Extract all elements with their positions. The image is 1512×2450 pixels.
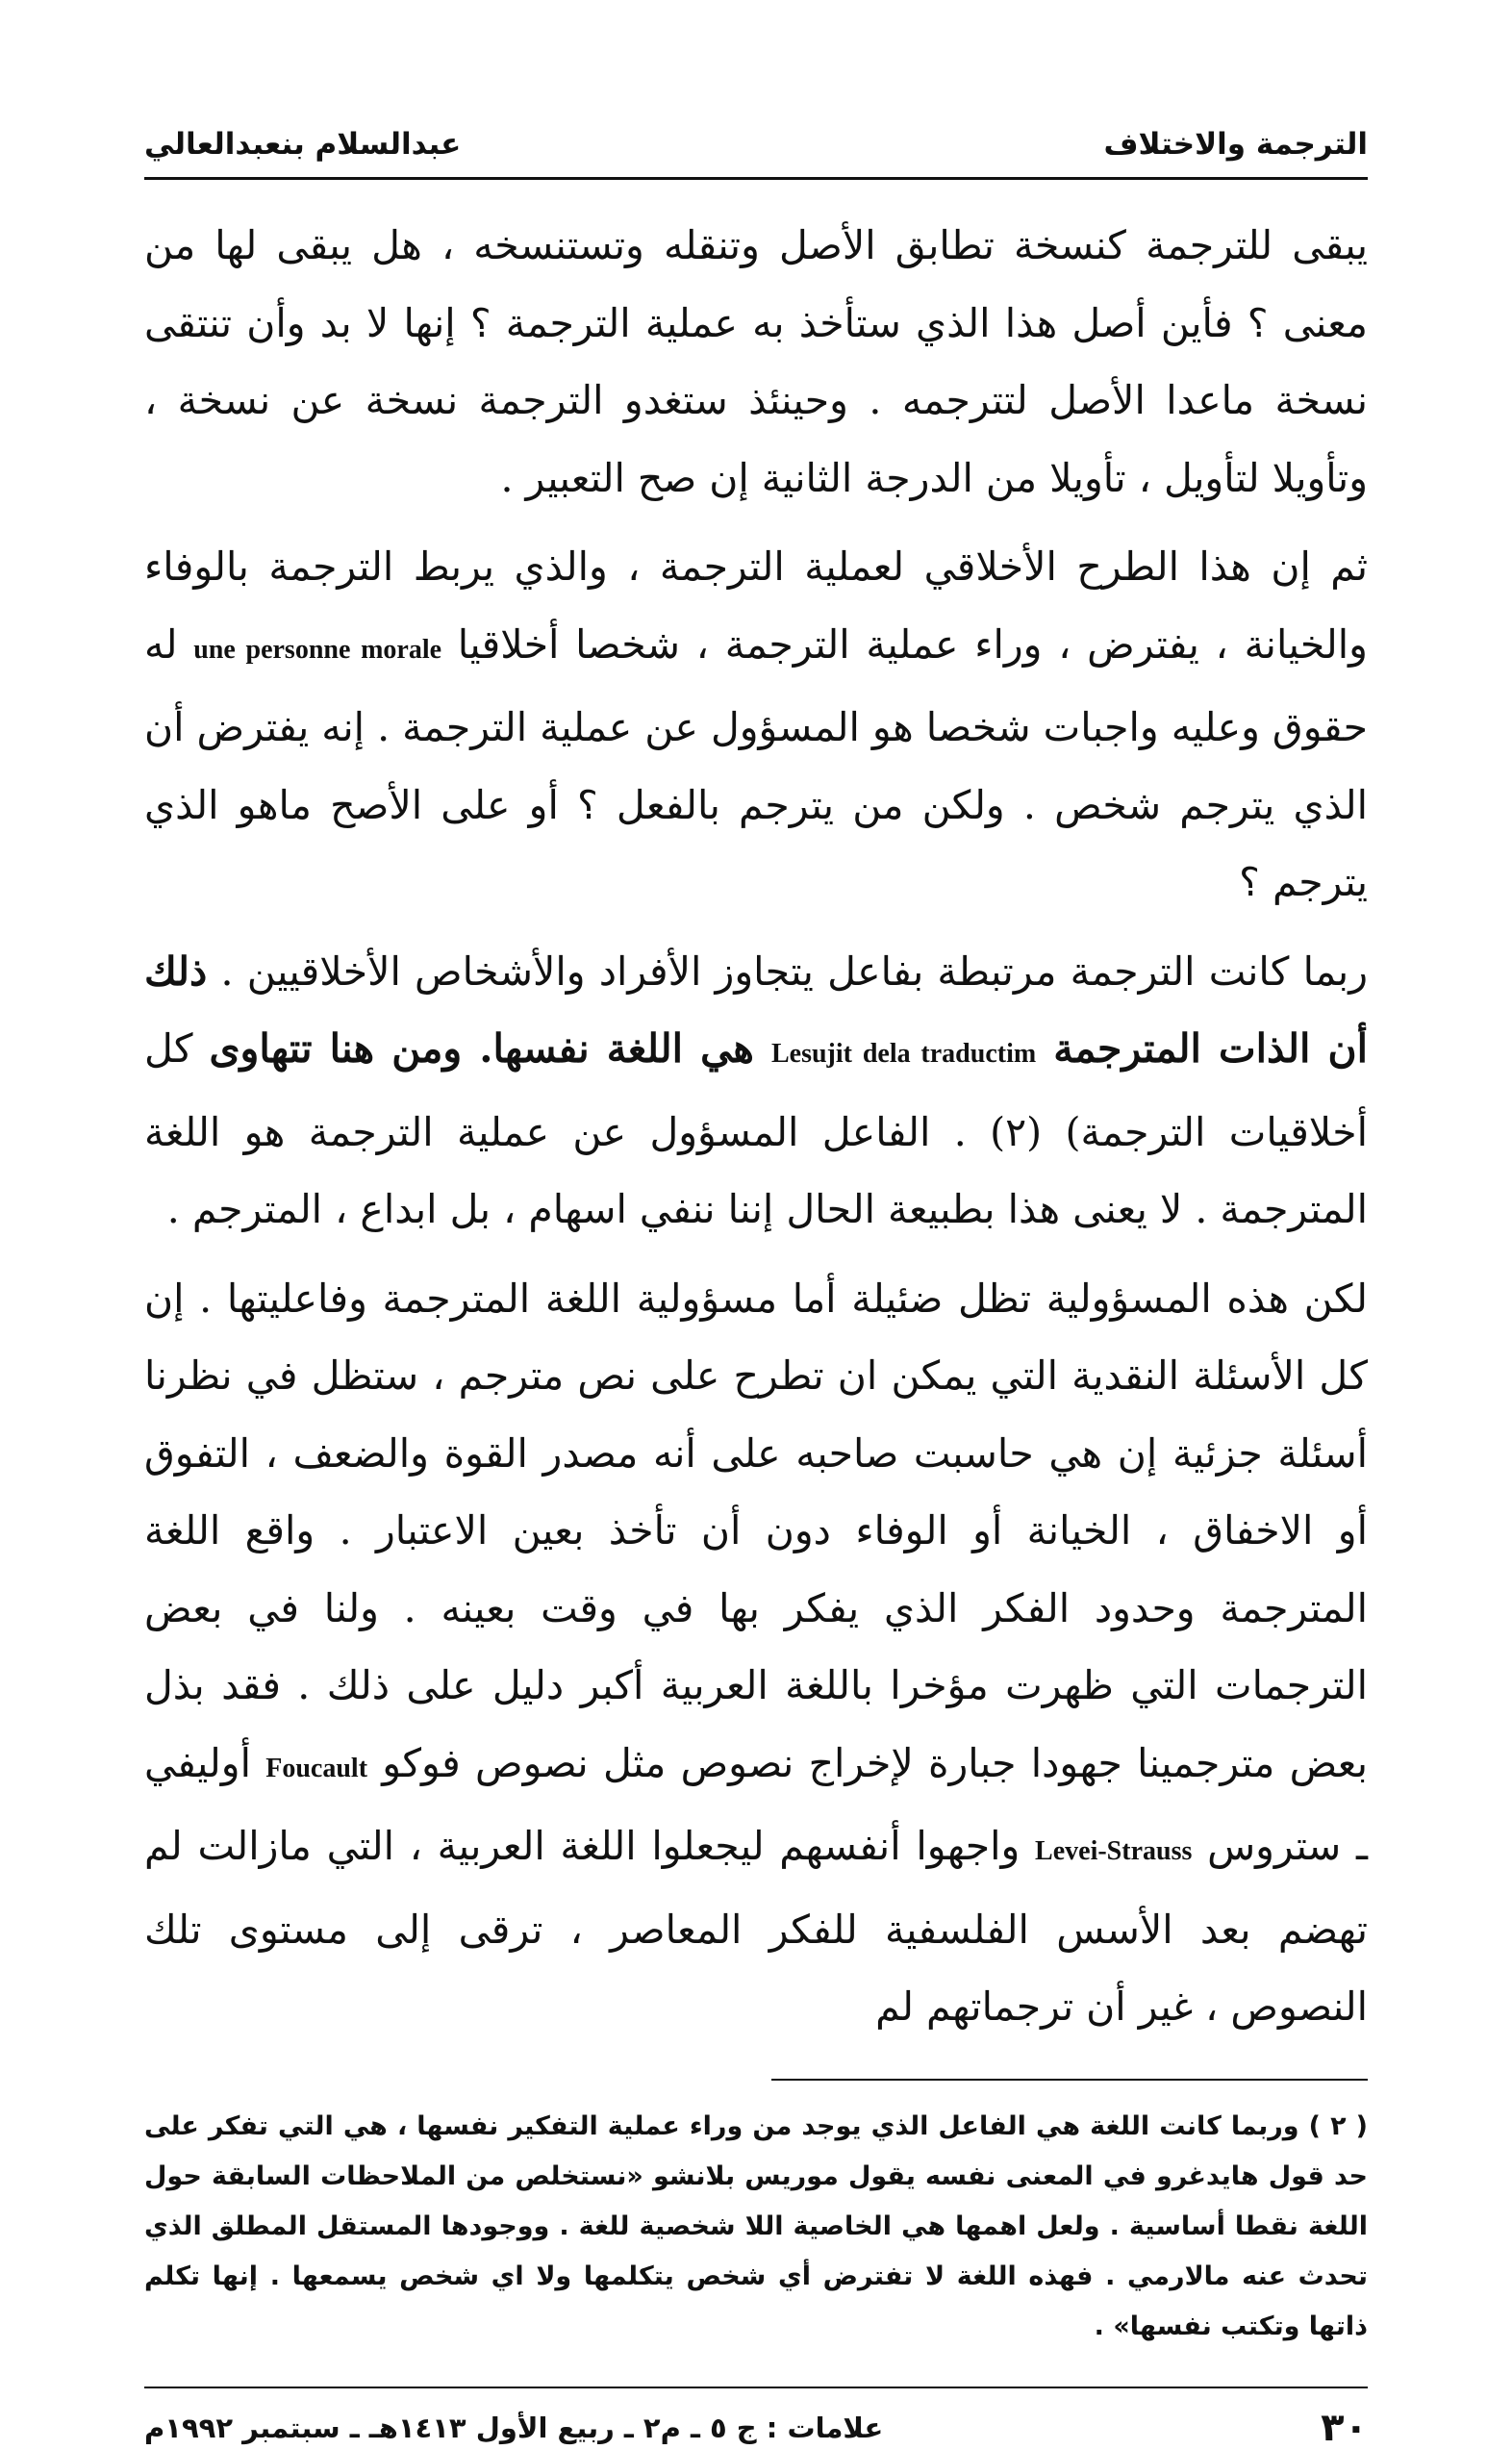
paragraph-text: ربما كانت الترجمة مرتبطة بفاعل يتجاوز الأفراد والأشخاص الأخلاقيين . [207, 947, 1368, 995]
footnotes [144, 2102, 1368, 2352]
body-text [144, 207, 1368, 2046]
emphasized-text: هي اللغة نفسها. ومن هنا تتهاوى [209, 1025, 771, 1072]
footer-divider [144, 2387, 1368, 2388]
latin-term: Foucault [265, 1753, 368, 1783]
body-paragraph [144, 207, 1368, 517]
page-number: ٣٠ [1321, 2405, 1368, 2450]
body-paragraph [144, 933, 1368, 1249]
paragraph-text: واجهوا أنفسهم ليجعلوا اللغة العربية ، التي مازالت لم تهضم بعد الأسس الفلسفية للفكر المعاصر ، ترقى إلى مستوى تلك النصوص ، غير أن ترجماتهم لم [144, 1823, 1368, 2030]
paragraph-text: أوليفي ـ ستروس [144, 1739, 1368, 1869]
latin-term: Lesujit dela traductim [770, 1039, 1037, 1069]
header-author: عبدالسلام بنعبدالعالي [144, 127, 462, 162]
footnote: ( ٢ ) وربما كانت اللغة هي الفاعل الذي يوجد من وراء عملية التفكير نفسها ، هي التي تفكر على حد قول هايدغرو في المعنى نفسه يقول موريس بلانشو «نستخلص من الملاحظات السابقة حول اللغة نقطا أساسية . ولعل اهمها هي الخاصية اللا شخصية للغة . ووجودها المستقل المطلق الذي تحدث عنه مالارمي . فهذه اللغة لا تفترض أي شخص يتكلمها ولا اي شخص يسمعها . إنها تكلم ذاتها وتكتب نفسها» . [144, 2110, 1368, 2341]
header-title: الترجمة والاختلاف [1103, 127, 1368, 162]
emphasized-text: ذلك أن الذات المترجمة [144, 947, 1369, 1072]
paragraph-text: ثم إن هذا الطرح الأخلاقي لعملية الترجمة ، والذي يربط الترجمة بالوفاء والخيانة ، يفترض ، وراء عملية الترجمة ، شخصا أخلاقيا [144, 543, 1368, 668]
running-footer [144, 2406, 1368, 2450]
paragraph-text: كل أخلاقيات الترجمة) (٢) . الفاعل المسؤول عن عملية الترجمة هو اللغة المترجمة . لا يعنى هذا بطبيعة الحال إننا ننفي اسهام ، بل ابداع ، المترجم . [144, 1025, 1369, 1232]
footnote-divider [771, 2079, 1368, 2081]
latin-term: Levei-Strauss [1035, 1836, 1193, 1866]
header-divider [144, 177, 1368, 180]
running-header [144, 106, 1368, 162]
paragraph-text: لكن هذه المسؤولية تظل ضئيلة أما مسؤولية اللغة المترجمة وفاعليتها . إن كل الأسئلة النقدية التي يمكن ان تطرح على نص مترجم ، ستظل في نظرنا أسئلة جزئية إن هي حاسبت صاحبه على أنه مصدر القوة والضعف ، التفوق أو الاخفاق ، الخيانة أو الوفاء دون أن تأخذ بعين الاعتبار . واقع اللغة المترجمة وحدود الفكر الذي يفكر بها في وقت بعينه . ولنا في بعض الترجمات التي ظهرت مؤخرا باللغة العربية أكبر دليل على ذلك . فقد بذل بعض مترجمينا جهودا جبارة لإخراج نصوص مثل نصوص فوكو [144, 1275, 1368, 1786]
body-paragraph [144, 528, 1368, 922]
document-page [144, 106, 1369, 2450]
paragraph-text: له حقوق وعليه واجبات شخصا هو المسؤول عن عملية الترجمة . إنه يفترض أن الذي يترجم شخص . ولكن من يترجم بالفعل ؟ أو على الأصح ماهو الذي يترجم ؟ [144, 620, 1368, 905]
paragraph-text: يبقى للترجمة كنسخة تطابق الأصل وتنقله وتستنسخه ، هل يبقى لها من معنى ؟ فأين أصل هذا الذي ستأخذ به عملية الترجمة ؟ إنها لا بد وأن تنتقى نسخة ماعدا الأصل لتترجمه . وحينئذ ستغدو الترجمة نسخة عن نسخة ، وتأويلا لتأويل ، تأويلا من الدرجة الثانية إن صح التعبير . [144, 222, 1368, 501]
body-paragraph [144, 1260, 1368, 2046]
latin-term: une personne morale [193, 634, 442, 665]
journal-reference: علامات : ج ٥ ـ م٢ ـ ربيع الأول ١٤١٣هـ ـ سبتمبر ١٩٩٢م [144, 2411, 884, 2444]
